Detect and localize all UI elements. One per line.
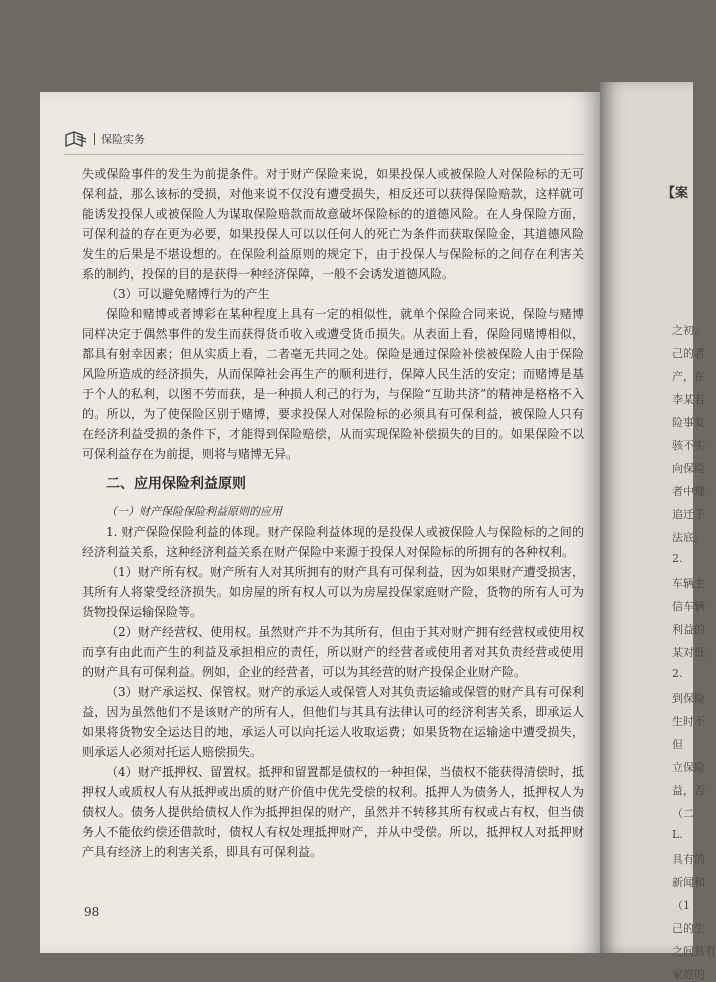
facing-page-line: 李某若: [672, 393, 705, 406]
facing-page-line: （1: [672, 899, 690, 912]
facing-page: [600, 82, 716, 981]
book-logo-icon: [64, 130, 88, 148]
facing-page-line: 家庭的: [672, 968, 705, 981]
facing-page-line: （二: [672, 807, 694, 820]
facing-page-line: 立保险: [672, 761, 705, 774]
paragraph: 保险和赌博或者博彩在某种程度上具有一定的相似性，就单个保险合同来说，保险与赌博同样决定于偶然事件的发生而获得货币收入或遭受货币损失。从表面上看，保险同赌博相似，都具有射幸因素；但从实质上看，二者毫无共同之处。保险是通过保险补偿被保险人由于保险风险所造成的经济损失，从而保障社会再生产的顺利进行，保障人民生活的安定；而赌博是基于个人的私利，以图不劳而获，是一种损人利己的行为，与保险“互助共济”的精神是格格不入的。所以，为了使保险区别于赌博，要求投保人对保险标的必须具有可保利益，被保险人只有在经济利益受损的条件下，才能得到保险赔偿，从而实现保险补偿损失的目的。如果保险不以可保利益存在为前提，则将与赌博无异。: [82, 307, 584, 461]
paragraph: （4）财产抵押权、留置权。抵押和留置都是债权的一种担保，当债权不能获得清偿时，抵押权人或质权人有从抵押或出质的财产价值中优先受偿的权利。抵押人为债务人，抵押权人为债权人。债务人提供给债权人作为抵押担保的财产，虽然并不转移其所有权或占有权，但当债务人不能依约偿还借款时，债权人有权处理抵押财产，并从中受偿。所以，抵押权人对抵押财产具有经济上的利害关系，即具有可保利益。: [82, 765, 584, 859]
facing-page-line: 利益的: [672, 623, 705, 636]
header-rule: [64, 154, 584, 155]
facing-page-line: 某对低: [672, 646, 705, 659]
facing-page-line: 骇不实: [672, 439, 705, 452]
paragraph: （2）财产经营权、使用权。虽然财产并不为其所有，但由于其对财产拥有经营权或使用权而享有由此而产生的利益及承担相应的责任，所以财产的经营者或使用者对其负责经营或使用的财产具有可保利益。例如，企业的经营者，可以为其经营的财产投保企业财产险。: [82, 625, 584, 679]
facing-page-line: 2.: [672, 667, 683, 680]
paragraph: （1）财产所有权。财产所有人对其所拥有的财产具有可保利益，因为如果财产遭受损害，其所有人将蒙受经济损失。如房屋的所有权人可以为房屋投保家庭财产险，货物的所有人可为货物投保运输保险等。: [82, 565, 584, 619]
facing-page-line: 之间具有: [672, 945, 716, 958]
facing-page-line: 己的者: [672, 347, 705, 360]
facing-page-line: 新闻和: [672, 876, 705, 889]
facing-page-line: 追迁予: [672, 508, 705, 521]
facing-page-line: 向保险: [672, 462, 705, 475]
facing-page-line: 到保险: [672, 692, 705, 705]
paragraph: （3）财产承运权、保管权。财产的承运人或保管人对其负责运输或保管的财产具有可保利益，因为虽然他们不是该财产的所有人，但他们与其具有法律认可的经济利害关系，即承运人如果将货物安全运达目的地，承运人可以向托运人收取运费；如果货物在运输途中遭受损失，则承运人必须对托运人赔偿损失。: [82, 685, 584, 759]
facing-page-line: 险事发: [672, 416, 705, 429]
facing-page-line: 2.: [672, 552, 683, 565]
facing-page-line: 产，在: [672, 370, 705, 383]
page-body: [82, 164, 584, 862]
facing-page-line: 车辆主: [672, 577, 705, 590]
facing-page-line: 但: [672, 738, 683, 751]
facing-page-line: L.: [672, 828, 683, 841]
running-header: [64, 130, 145, 148]
facing-page-header: 【案: [662, 186, 689, 201]
list-item: （3）可以避免赌博行为的产生: [106, 287, 270, 301]
facing-page-line: 己的生: [672, 922, 705, 935]
header-title: 保险实务: [101, 133, 145, 146]
facing-page-line: 生时不: [672, 715, 705, 728]
facing-page-line: 者中理: [672, 485, 705, 498]
paragraph: 失或保险事件的发生为前提条件。对于财产保险来说，如果投保人或被保险人对保险标的无可保利益，那么该标的受损，对他来说不仅没有遭受损失，相反还可以获得保险赔款，这样就可能诱发投保人或被保险人为谋取保险赔款而故意破坏保险标的的道德风险。在人身保险方面，可保利益的存在更为必要，如果投保人可以以任何人的死亡为条件而获取保险金，其道德风险发生的后果是不堪设想的。在保险利益原则的规定下，由于投保人与保险标的之间存在利害关系的制约，投保的目的是获得一种经济保障，一般不会诱发道德风险。: [82, 167, 584, 281]
facing-page-line: 之初，: [672, 324, 705, 337]
page-number: 98: [84, 905, 100, 919]
paragraph: 1. 财产保险保险利益的体现。财产保险利益体现的是投保人或被保险人与保险标的之间的经济利益关系，这种经济利益关系在财产保险中来源于投保人对保险标的所拥有的各种权利。: [82, 525, 584, 559]
subsection-heading: （一）财产保险保险利益原则的应用: [106, 505, 282, 518]
header-separator: [94, 133, 95, 145]
facing-page-line: 信车辆: [672, 600, 705, 613]
facing-page-line: 法底。: [672, 531, 705, 544]
facing-page-line: 具有的: [672, 853, 705, 866]
section-heading: 二、应用保险利益原则: [106, 476, 246, 492]
facing-page-line: 益，否: [672, 784, 705, 797]
